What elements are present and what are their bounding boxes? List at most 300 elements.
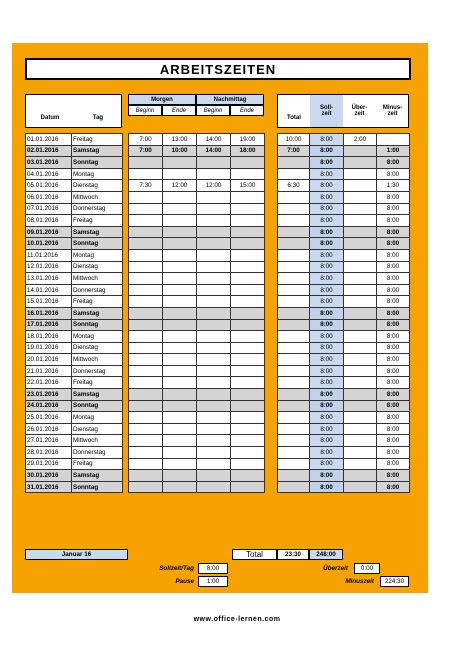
- cell-beginn-nachmittag[interactable]: [197, 470, 231, 482]
- cell-beginn-nachmittag[interactable]: [197, 389, 231, 401]
- cell-beginn-nachmittag[interactable]: [197, 238, 231, 250]
- cell-tag[interactable]: Montag: [72, 168, 123, 180]
- cell-tag[interactable]: Mittwoch: [72, 191, 123, 203]
- cell-total[interactable]: [278, 481, 310, 493]
- cell-beginn-nachmittag[interactable]: [197, 157, 231, 169]
- cell-datum[interactable]: 19.01.2016: [26, 342, 72, 354]
- cell-minuszeit[interactable]: 8:00: [377, 261, 410, 273]
- cell-datum[interactable]: 04.01.2016: [26, 168, 72, 180]
- cell-ende-morgen[interactable]: [163, 389, 197, 401]
- cell-minuszeit[interactable]: 8:00: [377, 203, 410, 215]
- cell-beginn-morgen[interactable]: [129, 400, 163, 412]
- cell-ende-nachmittag[interactable]: [231, 296, 265, 308]
- cell-ende-nachmittag[interactable]: [231, 354, 265, 366]
- cell-beginn-morgen[interactable]: [129, 307, 163, 319]
- cell-datum[interactable]: 06.01.2016: [26, 191, 72, 203]
- cell-ueberzeit[interactable]: [344, 470, 377, 482]
- cell-datum[interactable]: 22.01.2016: [26, 377, 72, 389]
- cell-datum[interactable]: 10.01.2016: [26, 238, 72, 250]
- cell-datum[interactable]: 15.01.2016: [26, 296, 72, 308]
- cell-beginn-nachmittag[interactable]: [197, 296, 231, 308]
- cell-ueberzeit[interactable]: [344, 249, 377, 261]
- cell-beginn-nachmittag[interactable]: [197, 331, 231, 343]
- cell-minuszeit[interactable]: 8:00: [377, 412, 410, 424]
- cell-beginn-morgen[interactable]: [129, 238, 163, 250]
- cell-ende-nachmittag[interactable]: [231, 168, 265, 180]
- cell-minuszeit[interactable]: 1:00: [377, 145, 410, 157]
- cell-sollzeit[interactable]: 8:00: [310, 296, 344, 308]
- cell-sollzeit[interactable]: 8:00: [310, 261, 344, 273]
- cell-total[interactable]: 6:30: [278, 180, 310, 192]
- cell-beginn-morgen[interactable]: 7:00: [129, 145, 163, 157]
- cell-ende-nachmittag[interactable]: [231, 319, 265, 331]
- cell-total[interactable]: [278, 238, 310, 250]
- cell-ende-morgen[interactable]: [163, 400, 197, 412]
- cell-tag[interactable]: Sonntag: [72, 238, 123, 250]
- cell-beginn-morgen[interactable]: [129, 226, 163, 238]
- cell-ende-nachmittag[interactable]: [231, 389, 265, 401]
- cell-ende-morgen[interactable]: [163, 284, 197, 296]
- cell-sollzeit[interactable]: 8:00: [310, 319, 344, 331]
- cell-beginn-nachmittag[interactable]: [197, 447, 231, 459]
- cell-datum[interactable]: 30.01.2016: [26, 470, 72, 482]
- cell-beginn-nachmittag[interactable]: 12:00: [197, 180, 231, 192]
- cell-ende-morgen[interactable]: [163, 191, 197, 203]
- cell-ueberzeit[interactable]: [344, 342, 377, 354]
- cell-tag[interactable]: Samstag: [72, 226, 123, 238]
- cell-sollzeit[interactable]: 8:00: [310, 284, 344, 296]
- cell-beginn-nachmittag[interactable]: [197, 168, 231, 180]
- cell-datum[interactable]: 25.01.2016: [26, 412, 72, 424]
- cell-beginn-morgen[interactable]: [129, 354, 163, 366]
- cell-ende-nachmittag[interactable]: 15:00: [231, 180, 265, 192]
- cell-tag[interactable]: Samstag: [72, 470, 123, 482]
- cell-datum[interactable]: 24.01.2016: [26, 400, 72, 412]
- cell-beginn-morgen[interactable]: [129, 412, 163, 424]
- cell-total[interactable]: [278, 354, 310, 366]
- cell-beginn-nachmittag[interactable]: [197, 435, 231, 447]
- cell-beginn-nachmittag[interactable]: [197, 319, 231, 331]
- cell-sollzeit[interactable]: 8:00: [310, 470, 344, 482]
- cell-total[interactable]: [278, 319, 310, 331]
- cell-ende-nachmittag[interactable]: [231, 226, 265, 238]
- cell-tag[interactable]: Freitag: [72, 458, 123, 470]
- cell-tag[interactable]: Freitag: [72, 296, 123, 308]
- cell-ende-nachmittag[interactable]: [231, 191, 265, 203]
- cell-ende-nachmittag[interactable]: [231, 377, 265, 389]
- cell-beginn-morgen[interactable]: [129, 481, 163, 493]
- cell-minuszeit[interactable]: 8:00: [377, 435, 410, 447]
- cell-datum[interactable]: 14.01.2016: [26, 284, 72, 296]
- cell-minuszeit[interactable]: 8:00: [377, 226, 410, 238]
- cell-minuszeit[interactable]: 8:00: [377, 168, 410, 180]
- cell-ende-nachmittag[interactable]: [231, 215, 265, 227]
- cell-beginn-morgen[interactable]: [129, 273, 163, 285]
- cell-beginn-morgen[interactable]: [129, 423, 163, 435]
- cell-beginn-nachmittag[interactable]: [197, 412, 231, 424]
- cell-sollzeit[interactable]: 8:00: [310, 168, 344, 180]
- cell-tag[interactable]: Dienstag: [72, 180, 123, 192]
- cell-tag[interactable]: Dienstag: [72, 423, 123, 435]
- cell-ende-nachmittag[interactable]: [231, 423, 265, 435]
- cell-beginn-morgen[interactable]: [129, 319, 163, 331]
- cell-ende-nachmittag[interactable]: [231, 447, 265, 459]
- cell-minuszeit[interactable]: 8:00: [377, 342, 410, 354]
- cell-beginn-nachmittag[interactable]: [197, 481, 231, 493]
- cell-ueberzeit[interactable]: [344, 331, 377, 343]
- cell-minuszeit[interactable]: 8:00: [377, 273, 410, 285]
- cell-beginn-nachmittag[interactable]: [197, 226, 231, 238]
- cell-minuszeit[interactable]: 8:00: [377, 296, 410, 308]
- cell-ueberzeit[interactable]: [344, 238, 377, 250]
- cell-tag[interactable]: Mittwoch: [72, 273, 123, 285]
- cell-total[interactable]: [278, 412, 310, 424]
- cell-sollzeit[interactable]: 8:00: [310, 307, 344, 319]
- cell-ende-morgen[interactable]: [163, 307, 197, 319]
- cell-datum[interactable]: 29.01.2016: [26, 458, 72, 470]
- cell-ueberzeit[interactable]: [344, 168, 377, 180]
- cell-minuszeit[interactable]: 8:00: [377, 365, 410, 377]
- cell-tag[interactable]: Montag: [72, 412, 123, 424]
- cell-ende-morgen[interactable]: [163, 458, 197, 470]
- cell-minuszeit[interactable]: 8:00: [377, 389, 410, 401]
- cell-total[interactable]: [278, 284, 310, 296]
- cell-sollzeit[interactable]: 8:00: [310, 365, 344, 377]
- cell-tag[interactable]: Freitag: [72, 215, 123, 227]
- cell-beginn-morgen[interactable]: [129, 296, 163, 308]
- cell-total[interactable]: [278, 215, 310, 227]
- cell-sollzeit[interactable]: 8:00: [310, 203, 344, 215]
- cell-ende-nachmittag[interactable]: [231, 400, 265, 412]
- cell-ueberzeit[interactable]: [344, 319, 377, 331]
- cell-beginn-nachmittag[interactable]: [197, 423, 231, 435]
- cell-beginn-morgen[interactable]: [129, 458, 163, 470]
- cell-ueberzeit[interactable]: [344, 180, 377, 192]
- cell-ende-nachmittag[interactable]: [231, 458, 265, 470]
- cell-total[interactable]: [278, 203, 310, 215]
- cell-total[interactable]: [278, 331, 310, 343]
- cell-ende-nachmittag[interactable]: [231, 342, 265, 354]
- cell-minuszeit[interactable]: 1:30: [377, 180, 410, 192]
- cell-sollzeit[interactable]: 8:00: [310, 157, 344, 169]
- cell-ende-morgen[interactable]: [163, 215, 197, 227]
- cell-beginn-nachmittag[interactable]: [197, 307, 231, 319]
- cell-minuszeit[interactable]: 8:00: [377, 307, 410, 319]
- cell-ueberzeit[interactable]: [344, 377, 377, 389]
- cell-tag[interactable]: Dienstag: [72, 342, 123, 354]
- cell-datum[interactable]: 18.01.2016: [26, 331, 72, 343]
- cell-ende-morgen[interactable]: [163, 261, 197, 273]
- cell-datum[interactable]: 03.01.2016: [26, 157, 72, 169]
- cell-ende-morgen[interactable]: 12:00: [163, 180, 197, 192]
- cell-datum[interactable]: 26.01.2016: [26, 423, 72, 435]
- cell-ende-morgen[interactable]: [163, 331, 197, 343]
- cell-ueberzeit[interactable]: [344, 191, 377, 203]
- cell-beginn-morgen[interactable]: [129, 261, 163, 273]
- cell-minuszeit[interactable]: 8:00: [377, 249, 410, 261]
- cell-sollzeit[interactable]: 8:00: [310, 134, 344, 146]
- cell-tag[interactable]: Donnerstag: [72, 447, 123, 459]
- cell-datum[interactable]: 28.01.2016: [26, 447, 72, 459]
- cell-ueberzeit[interactable]: [344, 365, 377, 377]
- cell-minuszeit[interactable]: 8:00: [377, 331, 410, 343]
- cell-ende-nachmittag[interactable]: [231, 365, 265, 377]
- cell-ende-morgen[interactable]: 13:00: [163, 134, 197, 146]
- cell-ende-morgen[interactable]: [163, 319, 197, 331]
- cell-minuszeit[interactable]: 8:00: [377, 377, 410, 389]
- cell-ueberzeit[interactable]: [344, 307, 377, 319]
- cell-datum[interactable]: 31.01.2016: [26, 481, 72, 493]
- cell-beginn-nachmittag[interactable]: [197, 249, 231, 261]
- cell-total[interactable]: [278, 296, 310, 308]
- cell-beginn-morgen[interactable]: [129, 215, 163, 227]
- cell-ende-morgen[interactable]: [163, 157, 197, 169]
- cell-tag[interactable]: Sonntag: [72, 400, 123, 412]
- cell-total[interactable]: [278, 458, 310, 470]
- cell-minuszeit[interactable]: 8:00: [377, 319, 410, 331]
- cell-minuszeit[interactable]: 8:00: [377, 423, 410, 435]
- cell-ueberzeit[interactable]: [344, 203, 377, 215]
- cell-beginn-nachmittag[interactable]: [197, 203, 231, 215]
- cell-beginn-nachmittag[interactable]: [197, 261, 231, 273]
- cell-sollzeit[interactable]: 8:00: [310, 447, 344, 459]
- cell-datum[interactable]: 09.01.2016: [26, 226, 72, 238]
- cell-ende-morgen[interactable]: [163, 342, 197, 354]
- cell-sollzeit[interactable]: 8:00: [310, 412, 344, 424]
- cell-sollzeit[interactable]: 8:00: [310, 377, 344, 389]
- cell-total[interactable]: 10:00: [278, 134, 310, 146]
- cell-ende-nachmittag[interactable]: [231, 307, 265, 319]
- cell-minuszeit[interactable]: 8:00: [377, 458, 410, 470]
- cell-minuszeit[interactable]: 8:00: [377, 400, 410, 412]
- cell-beginn-nachmittag[interactable]: 14:00: [197, 134, 231, 146]
- cell-total[interactable]: [278, 168, 310, 180]
- cell-ende-morgen[interactable]: [163, 249, 197, 261]
- cell-minuszeit[interactable]: 8:00: [377, 481, 410, 493]
- cell-ende-morgen[interactable]: [163, 296, 197, 308]
- cell-ende-morgen[interactable]: [163, 470, 197, 482]
- cell-beginn-morgen[interactable]: [129, 365, 163, 377]
- cell-sollzeit[interactable]: 8:00: [310, 423, 344, 435]
- cell-beginn-morgen[interactable]: [129, 331, 163, 343]
- cell-total[interactable]: [278, 226, 310, 238]
- cell-beginn-morgen[interactable]: [129, 470, 163, 482]
- cell-datum[interactable]: 13.01.2016: [26, 273, 72, 285]
- cell-ende-morgen[interactable]: [163, 168, 197, 180]
- cell-ueberzeit[interactable]: [344, 296, 377, 308]
- cell-ende-nachmittag[interactable]: [231, 273, 265, 285]
- cell-beginn-morgen[interactable]: [129, 157, 163, 169]
- cell-beginn-morgen[interactable]: [129, 389, 163, 401]
- cell-beginn-nachmittag[interactable]: [197, 273, 231, 285]
- cell-total[interactable]: 7:00: [278, 145, 310, 157]
- cell-minuszeit[interactable]: 8:00: [377, 191, 410, 203]
- cell-datum[interactable]: 20.01.2016: [26, 354, 72, 366]
- cell-beginn-morgen[interactable]: [129, 203, 163, 215]
- cell-datum[interactable]: 12.01.2016: [26, 261, 72, 273]
- cell-ende-morgen[interactable]: [163, 435, 197, 447]
- cell-minuszeit[interactable]: 8:00: [377, 157, 410, 169]
- cell-ende-nachmittag[interactable]: [231, 203, 265, 215]
- cell-total[interactable]: [278, 365, 310, 377]
- cell-datum[interactable]: 05.01.2016: [26, 180, 72, 192]
- cell-ueberzeit[interactable]: [344, 261, 377, 273]
- cell-beginn-morgen[interactable]: [129, 435, 163, 447]
- cell-ueberzeit[interactable]: [344, 145, 377, 157]
- cell-total[interactable]: [278, 377, 310, 389]
- cell-ende-nachmittag[interactable]: [231, 261, 265, 273]
- cell-ende-morgen[interactable]: [163, 226, 197, 238]
- cell-sollzeit[interactable]: 8:00: [310, 354, 344, 366]
- cell-total[interactable]: [278, 400, 310, 412]
- cell-tag[interactable]: Montag: [72, 331, 123, 343]
- cell-ueberzeit[interactable]: [344, 354, 377, 366]
- cell-sollzeit[interactable]: 8:00: [310, 145, 344, 157]
- cell-beginn-morgen[interactable]: [129, 447, 163, 459]
- cell-sollzeit[interactable]: 8:00: [310, 238, 344, 250]
- cell-ueberzeit[interactable]: [344, 423, 377, 435]
- cell-sollzeit[interactable]: 8:00: [310, 331, 344, 343]
- cell-ende-nachmittag[interactable]: 19:00: [231, 134, 265, 146]
- cell-minuszeit[interactable]: 8:00: [377, 238, 410, 250]
- cell-minuszeit[interactable]: 8:00: [377, 284, 410, 296]
- cell-tag[interactable]: Samstag: [72, 307, 123, 319]
- cell-total[interactable]: [278, 470, 310, 482]
- cell-datum[interactable]: 07.01.2016: [26, 203, 72, 215]
- cell-datum[interactable]: 27.01.2016: [26, 435, 72, 447]
- cell-ende-nachmittag[interactable]: [231, 481, 265, 493]
- cell-sollzeit[interactable]: 8:00: [310, 342, 344, 354]
- cell-beginn-nachmittag[interactable]: [197, 400, 231, 412]
- cell-total[interactable]: [278, 423, 310, 435]
- cell-beginn-nachmittag[interactable]: [197, 365, 231, 377]
- cell-ueberzeit[interactable]: [344, 481, 377, 493]
- cell-beginn-nachmittag[interactable]: 14:00: [197, 145, 231, 157]
- cell-ueberzeit[interactable]: [344, 284, 377, 296]
- cell-ueberzeit[interactable]: [344, 400, 377, 412]
- cell-ende-morgen[interactable]: [163, 354, 197, 366]
- cell-beginn-morgen[interactable]: 7:00: [129, 134, 163, 146]
- cell-ende-morgen[interactable]: [163, 203, 197, 215]
- cell-ende-morgen[interactable]: [163, 273, 197, 285]
- cell-ueberzeit[interactable]: [344, 412, 377, 424]
- cell-ueberzeit[interactable]: [344, 273, 377, 285]
- cell-datum[interactable]: 01.01.2016: [26, 134, 72, 146]
- cell-ende-nachmittag[interactable]: [231, 157, 265, 169]
- cell-ende-nachmittag[interactable]: [231, 284, 265, 296]
- cell-ende-morgen[interactable]: [163, 447, 197, 459]
- cell-beginn-morgen[interactable]: [129, 342, 163, 354]
- cell-sollzeit[interactable]: 8:00: [310, 400, 344, 412]
- cell-ueberzeit[interactable]: 2:00: [344, 134, 377, 146]
- cell-beginn-morgen[interactable]: [129, 249, 163, 261]
- cell-beginn-nachmittag[interactable]: [197, 342, 231, 354]
- cell-total[interactable]: [278, 273, 310, 285]
- cell-datum[interactable]: 11.01.2016: [26, 249, 72, 261]
- cell-ende-nachmittag[interactable]: [231, 435, 265, 447]
- cell-datum[interactable]: 17.01.2016: [26, 319, 72, 331]
- cell-ende-morgen[interactable]: [163, 423, 197, 435]
- cell-sollzeit[interactable]: 8:00: [310, 458, 344, 470]
- cell-ende-morgen[interactable]: [163, 365, 197, 377]
- cell-ueberzeit[interactable]: [344, 226, 377, 238]
- cell-ueberzeit[interactable]: [344, 458, 377, 470]
- cell-tag[interactable]: Montag: [72, 249, 123, 261]
- cell-sollzeit[interactable]: 8:00: [310, 481, 344, 493]
- cell-beginn-morgen[interactable]: [129, 168, 163, 180]
- cell-tag[interactable]: Freitag: [72, 377, 123, 389]
- cell-ende-nachmittag[interactable]: [231, 249, 265, 261]
- cell-tag[interactable]: Donnerstag: [72, 365, 123, 377]
- cell-sollzeit[interactable]: 8:00: [310, 389, 344, 401]
- cell-sollzeit[interactable]: 8:00: [310, 180, 344, 192]
- cell-sollzeit[interactable]: 8:00: [310, 215, 344, 227]
- cell-minuszeit[interactable]: 8:00: [377, 354, 410, 366]
- cell-datum[interactable]: 02.01.2016: [26, 145, 72, 157]
- cell-ueberzeit[interactable]: [344, 215, 377, 227]
- cell-beginn-morgen[interactable]: [129, 284, 163, 296]
- cell-tag[interactable]: Donnerstag: [72, 284, 123, 296]
- cell-beginn-nachmittag[interactable]: [197, 458, 231, 470]
- cell-beginn-morgen[interactable]: [129, 191, 163, 203]
- cell-total[interactable]: [278, 342, 310, 354]
- cell-beginn-nachmittag[interactable]: [197, 215, 231, 227]
- cell-datum[interactable]: 23.01.2016: [26, 389, 72, 401]
- cell-beginn-nachmittag[interactable]: [197, 284, 231, 296]
- cell-ende-nachmittag[interactable]: [231, 238, 265, 250]
- cell-datum[interactable]: 16.01.2016: [26, 307, 72, 319]
- cell-ende-morgen[interactable]: [163, 412, 197, 424]
- cell-total[interactable]: [278, 435, 310, 447]
- cell-ende-nachmittag[interactable]: [231, 470, 265, 482]
- cell-tag[interactable]: Sonntag: [72, 319, 123, 331]
- cell-ueberzeit[interactable]: [344, 435, 377, 447]
- cell-ueberzeit[interactable]: [344, 447, 377, 459]
- cell-sollzeit[interactable]: 8:00: [310, 191, 344, 203]
- cell-total[interactable]: [278, 261, 310, 273]
- cell-ende-morgen[interactable]: [163, 377, 197, 389]
- cell-total[interactable]: [278, 157, 310, 169]
- cell-beginn-nachmittag[interactable]: [197, 377, 231, 389]
- cell-ueberzeit[interactable]: [344, 389, 377, 401]
- cell-tag[interactable]: Dienstag: [72, 261, 123, 273]
- cell-sollzeit[interactable]: 8:00: [310, 249, 344, 261]
- cell-ende-nachmittag[interactable]: [231, 331, 265, 343]
- cell-total[interactable]: [278, 307, 310, 319]
- cell-tag[interactable]: Donnerstag: [72, 203, 123, 215]
- cell-ueberzeit[interactable]: [344, 157, 377, 169]
- cell-beginn-nachmittag[interactable]: [197, 354, 231, 366]
- cell-tag[interactable]: Sonntag: [72, 157, 123, 169]
- cell-total[interactable]: [278, 191, 310, 203]
- cell-ende-morgen[interactable]: [163, 238, 197, 250]
- cell-ende-nachmittag[interactable]: 18:00: [231, 145, 265, 157]
- cell-tag[interactable]: Freitag: [72, 134, 123, 146]
- cell-total[interactable]: [278, 447, 310, 459]
- cell-ende-nachmittag[interactable]: [231, 412, 265, 424]
- cell-tag[interactable]: Mittwoch: [72, 435, 123, 447]
- cell-total[interactable]: [278, 249, 310, 261]
- cell-sollzeit[interactable]: 8:00: [310, 226, 344, 238]
- cell-minuszeit[interactable]: 8:00: [377, 447, 410, 459]
- cell-tag[interactable]: Samstag: [72, 389, 123, 401]
- cell-total[interactable]: [278, 389, 310, 401]
- cell-beginn-morgen[interactable]: [129, 377, 163, 389]
- cell-ende-morgen[interactable]: [163, 481, 197, 493]
- cell-minuszeit[interactable]: 8:00: [377, 215, 410, 227]
- cell-minuszeit[interactable]: 8:00: [377, 470, 410, 482]
- cell-beginn-nachmittag[interactable]: [197, 191, 231, 203]
